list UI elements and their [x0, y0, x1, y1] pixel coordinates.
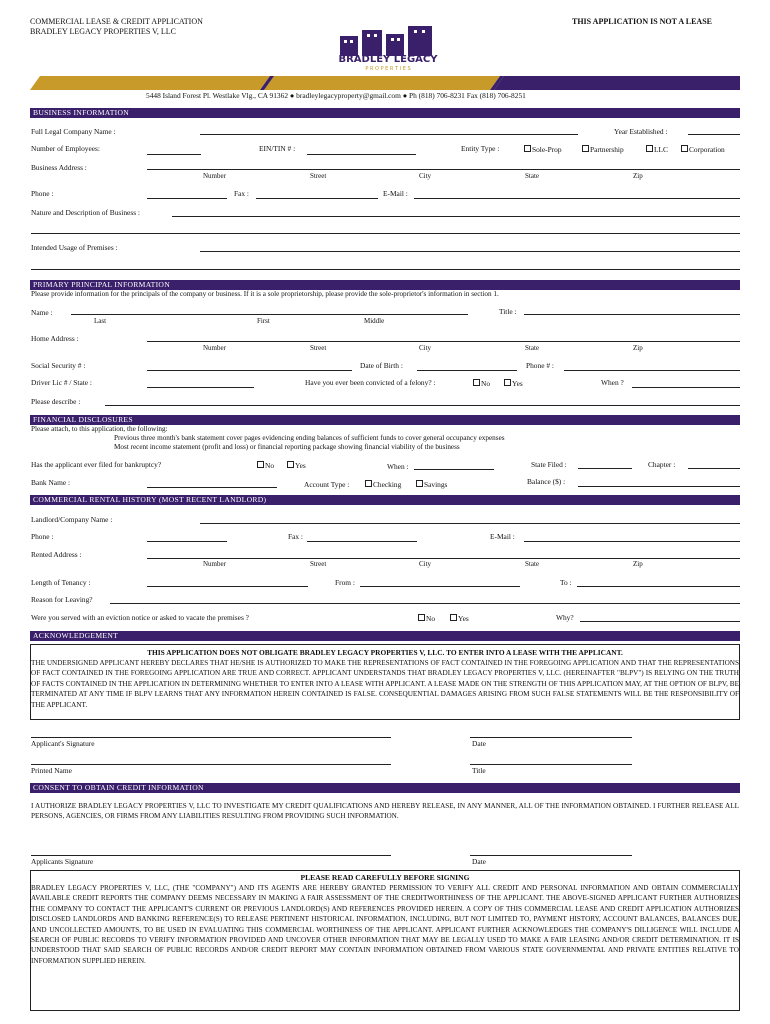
printed-name-label: Printed Name [31, 766, 72, 775]
usage-field-2[interactable] [31, 269, 740, 270]
consent-text: I AUTHORIZE BRADLEY LEGACY PROPERTIES V, LLC TO INVESTIGATE MY CREDIT QUALIFICATIONS AND HEREBY RELEASE, IN ANY MANNER, ALL OF THE INFORMATION OBTAINED. I FURTHER RELEASE ALL PERSONS, AGENCIES, OR FIRMS FROM ANY LIABILITIES RESULTING FROM PROVIDING SUCH INFORMATION. [31, 802, 739, 821]
applicant-signature-field[interactable] [31, 737, 391, 738]
logo-text: BRADLEY LEGACY [338, 54, 438, 65]
business-email-label: E-Mail : [383, 189, 408, 198]
ssn-label: Social Security # : [31, 361, 86, 370]
company-logo [332, 22, 444, 74]
landlord-fax-field[interactable] [307, 541, 417, 542]
checkbox-icon[interactable] [287, 461, 294, 468]
applicant-signature-label: Applicant's Signature [31, 739, 95, 748]
final-notice-heading: PLEASE READ CAREFULLY BEFORE SIGNING [300, 873, 470, 882]
year-established-field[interactable] [688, 134, 740, 135]
checkbox-icon[interactable] [418, 614, 425, 621]
home-address-field[interactable] [147, 341, 740, 342]
rented-address-label: Rented Address : [31, 550, 82, 559]
ack-date-field[interactable] [470, 737, 632, 738]
felony-yes[interactable]: Yes [504, 379, 523, 387]
reason-label: Reason for Leaving? [31, 595, 93, 604]
entity-corporation[interactable]: Corporation [681, 145, 725, 153]
state-filed-label: State Filed : [531, 460, 567, 469]
balance-label: Balance ($) : [527, 477, 566, 486]
consent-date-label: Date [472, 857, 486, 866]
bank-name-label: Bank Name : [31, 478, 70, 487]
landlord-email-label: E-Mail : [490, 532, 515, 541]
eviction-why-label: Why? [556, 613, 574, 622]
consent-signature-label: Applicants Signature [31, 857, 94, 866]
chapter-label: Chapter : [648, 460, 676, 469]
nature-field-1[interactable] [172, 216, 740, 217]
balance-field[interactable] [578, 486, 740, 487]
form-title: COMMERCIAL LEASE & CREDIT APPLICATION [30, 17, 203, 26]
address-number-caption: Number [203, 172, 226, 180]
employees-field[interactable] [147, 154, 201, 155]
acknowledgement-text: THE UNDERSIGNED APPLICANT HEREBY DECLARES THAT HE/SHE IS AUTHORIZED TO MAKE THE REPRESENTATIONS OF FACT CONTAINED IN THE FOREGOING APPLICATION AND THAT THE REPRESENTATIONS OF FACT CONTAINED IN THE FOREGOING APPLICATION ARE TRUE AND CORRECT. APPLICANT UNDERSTANDS THAT BRADLEY LEGACY PROPERTIES V, LLC. (HEREINAFTER "BLPV") IS RELYING ON THE TRUTH OF FACTS CONTAINED IN THE APPLICATION IN DETERMINING WHETHER TO ENTER INTO A LEASE WITH APPLICANT. A LEASE MADE ON THE STRENGTH OF THIS APPLICATION MAY, AT THE OPTION OF BLPV, BE TERMINATED AT ANY TIME IF BLPV LEARNS THAT ANY INFORMATION HEREIN CONTAINED IS FALSE. CONSEQUENTIAL DAMAGES ARISING FROM SUCH FALSE STATEMENTS WILL BE THE RESPONSIBILITY OF THE APPLICANT. [31, 659, 739, 709]
tenancy-field[interactable] [147, 586, 308, 587]
dob-label: Date of Birth : [360, 361, 403, 370]
driver-license-label: Driver Lic # / State : [31, 378, 92, 387]
name-middle-caption: Middle [364, 317, 385, 325]
ein-field[interactable] [307, 154, 416, 155]
home-city-caption: City [419, 344, 432, 352]
reason-field[interactable] [110, 603, 740, 604]
chapter-field[interactable] [688, 468, 740, 469]
home-zip-caption: Zip [633, 344, 643, 352]
landlord-fax-label: Fax : [288, 532, 303, 541]
section-acknowledgement-header: ACKNOWLEDGEMENT [30, 631, 740, 641]
checkbox-icon[interactable] [416, 480, 423, 487]
landlord-email-field[interactable] [524, 541, 740, 542]
eviction-why-field[interactable] [580, 621, 740, 622]
checkbox-icon[interactable] [681, 145, 688, 152]
eviction-no[interactable]: No [418, 614, 435, 622]
checkbox-icon[interactable] [582, 145, 589, 152]
landlord-label: Landlord/Company Name : [31, 515, 113, 524]
principal-title-label: Title : [499, 307, 517, 316]
usage-label: Intended Usage of Premises : [31, 243, 118, 252]
checkbox-icon[interactable] [450, 614, 457, 621]
rented-address-field[interactable] [147, 558, 740, 559]
attach-item-2: Most recent income statement (profit and loss) or financial reporting package showing financial viability of the business [114, 443, 460, 451]
title-field[interactable] [470, 764, 632, 765]
section-principal-header: PRIMARY PRINCIPAL INFORMATION [30, 280, 740, 290]
not-lease-notice: THIS APPLICATION IS NOT A LEASE [572, 17, 712, 26]
eviction-yes[interactable]: Yes [450, 614, 469, 622]
rented-city-caption: City [419, 560, 432, 568]
business-phone-field[interactable] [147, 198, 227, 199]
account-savings[interactable]: Savings [416, 480, 447, 488]
home-street-caption: Street [310, 344, 327, 352]
landlord-phone-label: Phone : [31, 532, 54, 541]
principal-note: Please provide information for the principals of the company or business. If it is a sole proprietorship, please provide the sole-proprietor's information in section 1. [31, 290, 499, 298]
section-rental-header: COMMERCIAL RENTAL HISTORY (MOST RECENT LANDLORD) [30, 495, 740, 505]
describe-label: Please describe : [31, 397, 81, 406]
bankruptcy-no[interactable]: No [257, 461, 274, 469]
attach-item-1: Previous three month's bank statement cover pages evidencing ending balances of sufficient funds to cover general occupancy expenses [114, 434, 505, 442]
logo-subtext: P R O P E R T I E S [365, 66, 411, 72]
landlord-field[interactable] [200, 523, 740, 524]
describe-field[interactable] [105, 405, 740, 406]
nature-label: Nature and Description of Business : [31, 208, 140, 217]
address-zip-caption: Zip [633, 172, 643, 180]
felony-no[interactable]: No [473, 379, 490, 387]
checkbox-icon[interactable] [646, 145, 653, 152]
bankruptcy-when-field[interactable] [414, 469, 494, 470]
rented-number-caption: Number [203, 560, 226, 568]
usage-field-1[interactable] [200, 251, 740, 252]
tenancy-to-label: To : [560, 578, 572, 587]
principal-phone-label: Phone # : [526, 361, 554, 370]
attach-note: Please attach, to this application, the following: [31, 425, 168, 433]
driver-license-field[interactable] [147, 387, 254, 388]
checkbox-icon[interactable] [473, 379, 480, 386]
printed-name-field[interactable] [31, 764, 391, 765]
company-name: BRADLEY LEGACY PROPERTIES V, LLC [30, 27, 176, 36]
section-financial-header: FINANCIAL DISCLOSURES [30, 415, 740, 425]
legal-name-label: Full Legal Company Name : [31, 127, 116, 136]
section-consent-header: CONSENT TO OBTAIN CREDIT INFORMATION [30, 783, 740, 793]
principal-phone-field[interactable] [564, 370, 740, 371]
final-notice-text: BRADLEY LEGACY PROPERTIES V, LLC, (THE "COMPANY") AND ITS AGENTS ARE HEREBY GRANTED PERMISSION TO VERIFY ALL CREDIT AND PERSONAL INFORMATION AND OBTAIN COMMERCIALLY AVAILABLE CREDIT REPORTS THE COMPANY DEEMS NECESSARY IN MAKING A FAIR ASSESSMENT OF THE CREDITWORTHINESS OF THE APPLICANT. THE ABOVE-SIGNED APPLICANT FURTHER AUTHORIZES THE COMPANY TO CONTACT THE APPLICANT'S CURRENT OR PREVIOUS LANDLORD(S) AND REFERENCES PROVIDED HEREIN. A COPY OF THIS COMMERCIAL LEASE AND CREDIT APPLICATION AUTHORIZES DISCLOSED LANDLORDS AND BANKING REFERENCE(S) TO RELEASE PERTINENT HISTORICAL INFORMATION, INCLUDING, BUT NOT LIMITED TO, PAYMENT HISTORY, ACCOUNT BALANCES, BALANCES DUE, AND UNCOLLECTED AMOUNTS, TO BE USED IN EVALUATING THIS COMMERCIAL WORTHINESS OF THE APPLICANT. APPLICANT FURTHER ACKNOWLEDGES THE COMPANY'S DILLIGENCE WILL INCLUDE A SEARCH OF PUBLIC RECORDS TO VERIFY INFORMATION PROVIDED AND UNCOVER OTHER INFORMATION THAT MAY BE LEGALLY USED TO MAKE A FAIR LEASING AND/OR CREDIT DETERMINATION. IT IS UNDERSTOOD THAT SAID SEARCH OF PUBLIC RECORDS AND/OR CREDIT REPORT MAY CONTAIN INFORMATION OBTAINED FROM VARIOUS STATE GOVERNMENTAL AND PRIVATE ENTITIES RELATIVE TO INFORMATION SUPPLIED HEREIN. [31, 884, 739, 965]
checkbox-icon[interactable] [257, 461, 264, 468]
ein-label: EIN/TIN # : [259, 144, 296, 153]
address-city-caption: City [419, 172, 432, 180]
rented-street-caption: Street [310, 560, 327, 568]
header-banner [30, 76, 740, 90]
felony-label: Have you ever been convicted of a felony? : [305, 378, 436, 387]
employees-label: Number of Employees: [31, 144, 100, 153]
eviction-label: Were you served with an eviction notice or asked to vacate the premises ? [31, 613, 249, 622]
rented-state-caption: State [525, 560, 539, 568]
business-phone-label: Phone : [31, 189, 54, 198]
checkbox-icon[interactable] [524, 145, 531, 152]
felony-when-label: When ? [601, 378, 624, 387]
rented-zip-caption: Zip [633, 560, 643, 568]
tenancy-from-field[interactable] [360, 586, 520, 587]
tenancy-from-label: From : [335, 578, 355, 587]
landlord-phone-field[interactable] [147, 541, 227, 542]
legal-name-field[interactable] [200, 134, 578, 135]
consent-date-field[interactable] [470, 855, 632, 856]
tenancy-to-field[interactable] [577, 586, 740, 587]
name-first-caption: First [257, 317, 270, 325]
business-fax-field[interactable] [256, 198, 378, 199]
tenancy-label: Length of Tenancy : [31, 578, 91, 587]
checkbox-icon[interactable] [504, 379, 511, 386]
name-last-caption: Last [94, 317, 107, 325]
home-number-caption: Number [203, 344, 226, 352]
business-address-field[interactable] [147, 169, 740, 170]
consent-signature-field[interactable] [31, 855, 391, 856]
business-email-field[interactable] [414, 198, 740, 199]
business-fax-label: Fax : [234, 189, 249, 198]
year-established-label: Year Established : [614, 127, 668, 136]
principal-title-field[interactable] [524, 314, 740, 315]
address-state-caption: State [525, 172, 539, 180]
entity-type-label: Entity Type : [461, 144, 500, 153]
principal-name-label: Name : [31, 308, 53, 317]
acknowledgement-bold: THIS APPLICATION DOES NOT OBLIGATE BRADLEY LEGACY PROPERTIES V, LLC. TO ENTER INTO A LEASE WITH THE APPLICANT. [147, 648, 623, 657]
bankruptcy-yes[interactable]: Yes [287, 461, 306, 469]
account-checking[interactable]: Checking [365, 480, 401, 488]
entity-partnership[interactable]: Partnership [582, 145, 624, 153]
account-type-label: Account Type : [304, 480, 350, 489]
home-state-caption: State [525, 344, 539, 352]
principal-name-field[interactable] [71, 314, 468, 315]
title-label: Title [472, 766, 486, 775]
ssn-field[interactable] [147, 370, 352, 371]
contact-line: 5448 Island Forest Pl. Westlake Vlg., CA 91362 ● bradleylegacyproperty@gmail.com ● Ph (818) 706-8231 Fax (818) 706-8251 [146, 91, 526, 100]
nature-field-2[interactable] [31, 233, 740, 234]
state-filed-field[interactable] [578, 468, 632, 469]
bank-name-field[interactable] [147, 487, 277, 488]
entity-sole-prop[interactable]: Sole-Prop [524, 145, 562, 153]
ack-date-label: Date [472, 739, 486, 748]
entity-llc[interactable]: LLC [646, 145, 668, 153]
home-address-label: Home Address : [31, 334, 79, 343]
bankruptcy-label: Has the applicant ever filed for bankruptcy? [31, 460, 162, 469]
felony-when-field[interactable] [632, 387, 740, 388]
section-business-header: BUSINESS INFORMATION [30, 108, 740, 118]
checkbox-icon[interactable] [365, 480, 372, 487]
address-street-caption: Street [310, 172, 327, 180]
bankruptcy-when-label: When : [387, 462, 409, 471]
business-address-label: Business Address : [31, 163, 87, 172]
dob-field[interactable] [417, 370, 517, 371]
